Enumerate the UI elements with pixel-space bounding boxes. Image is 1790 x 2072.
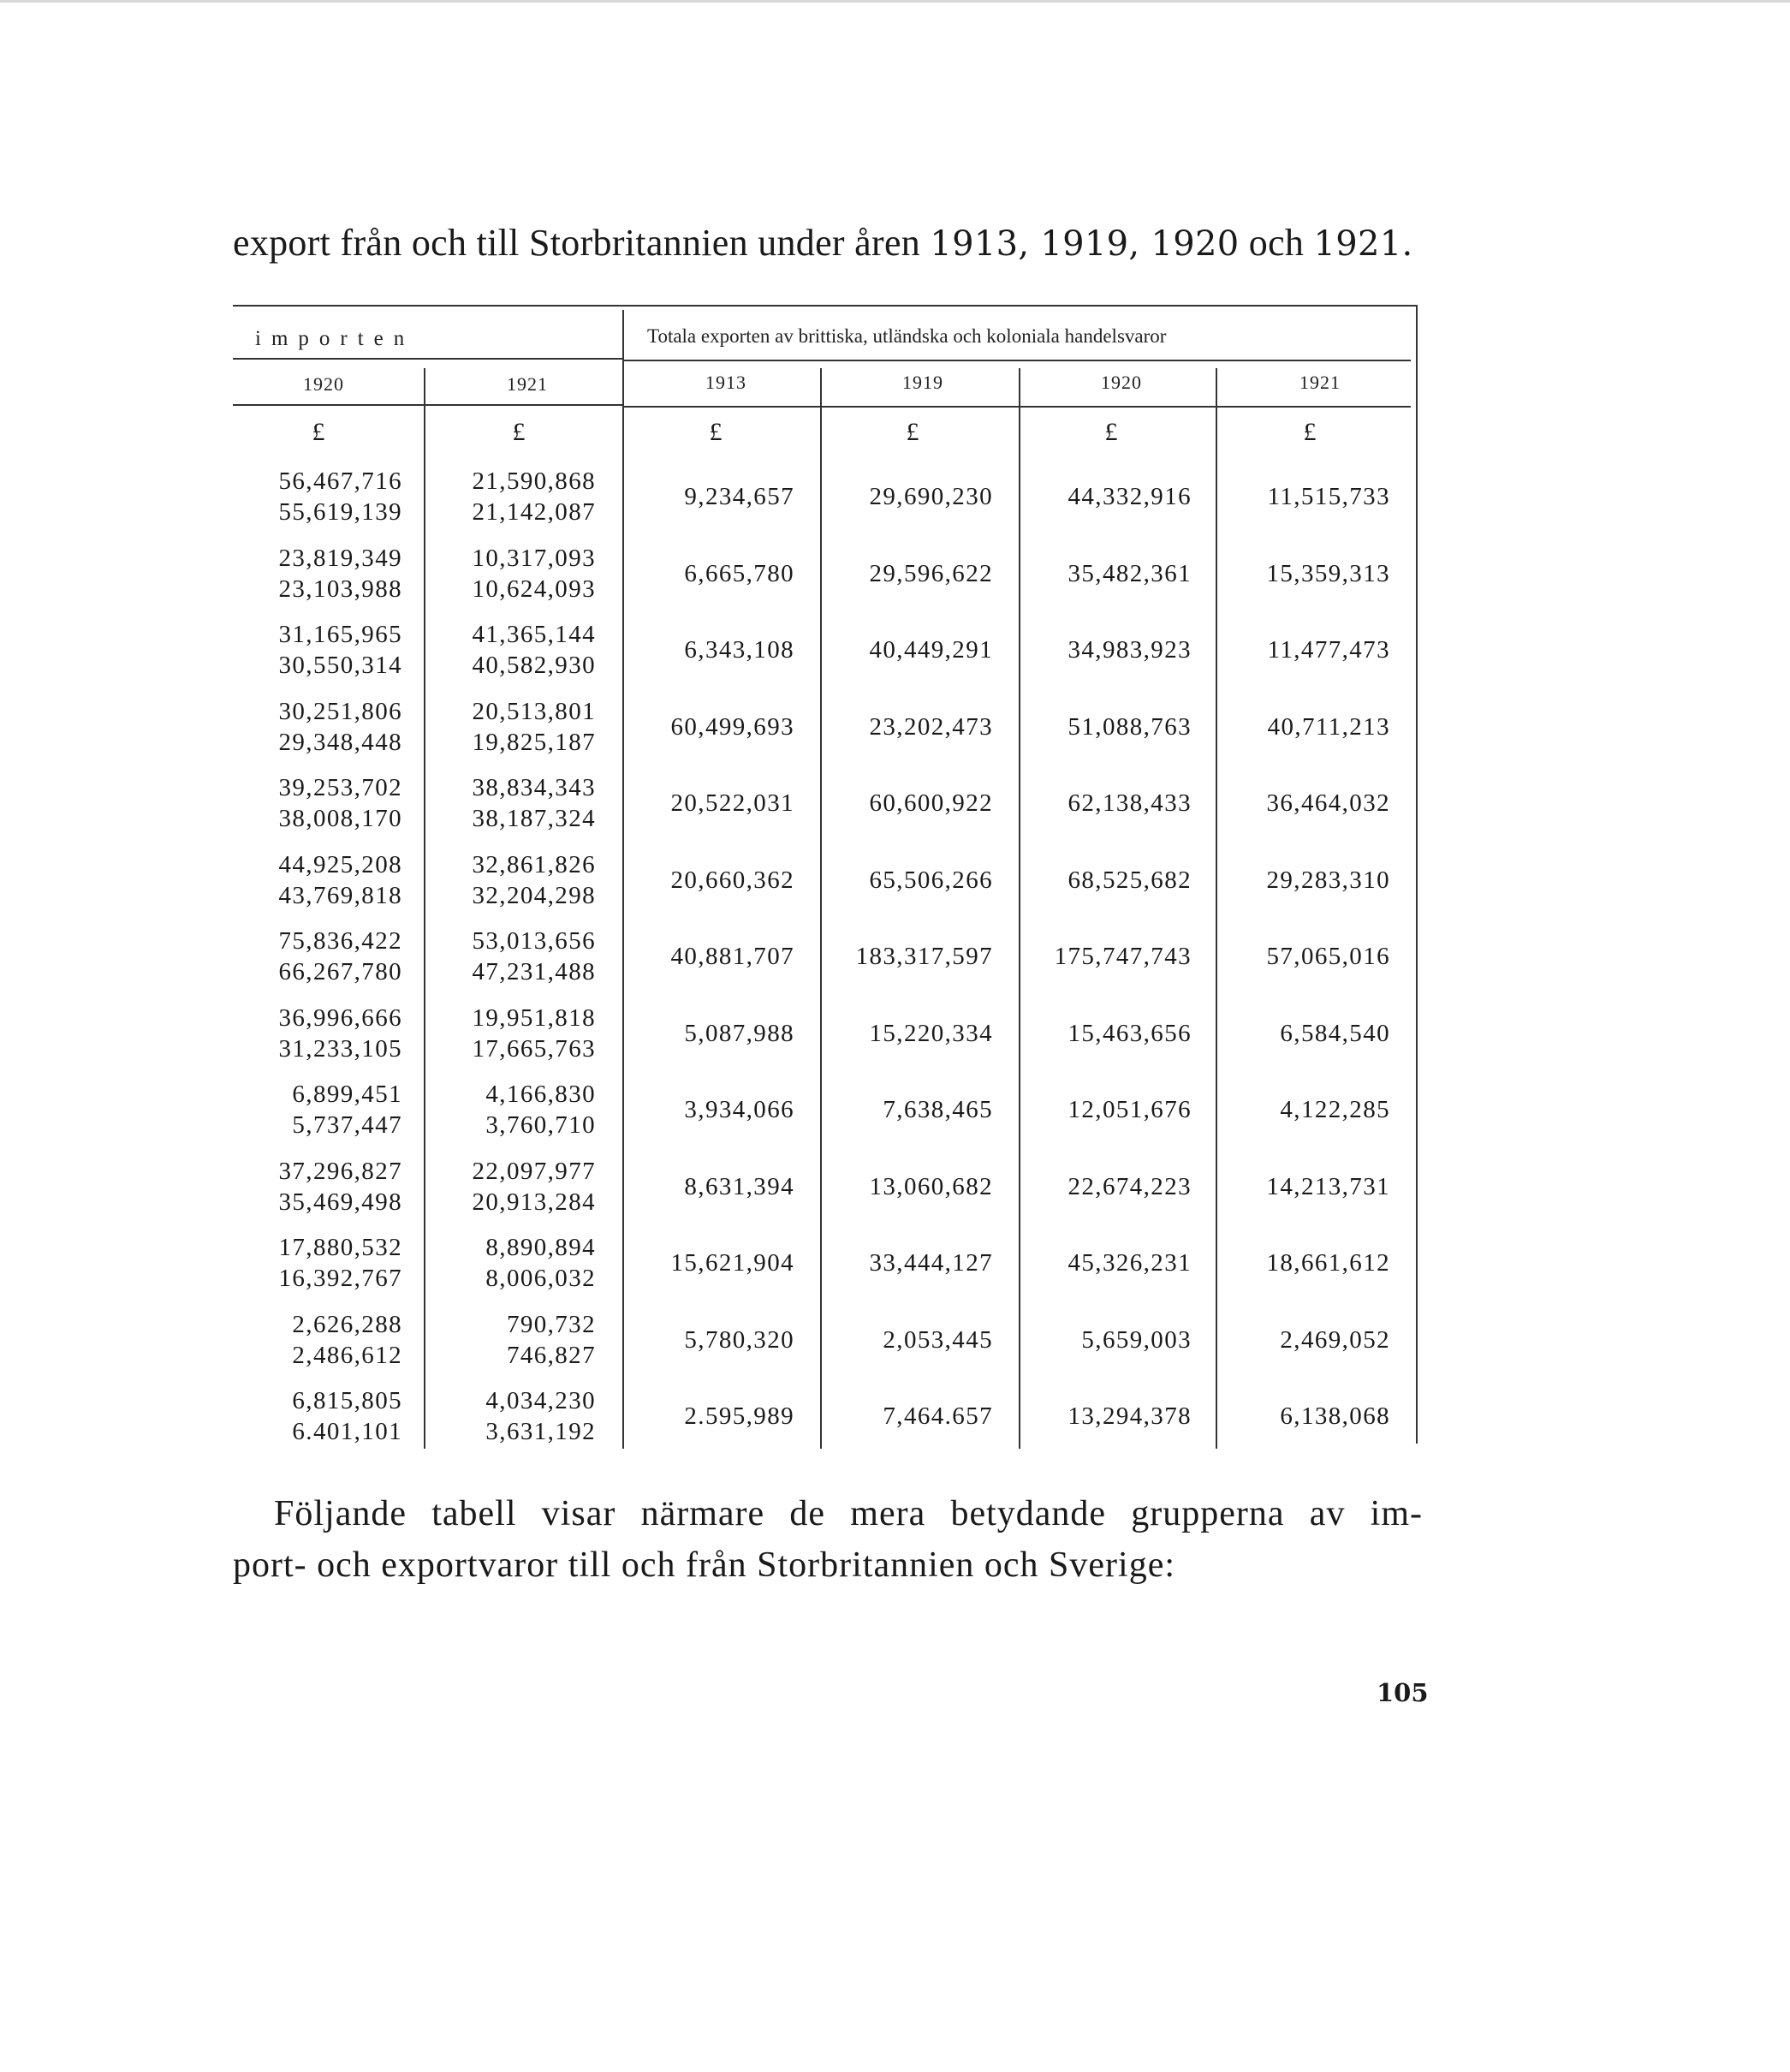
import-cell: 5,737,447 <box>292 1111 402 1139</box>
export-cell: 11,515,733 <box>1267 483 1390 510</box>
export-cell: 45,326,231 <box>1067 1249 1192 1277</box>
export-cell: 33,444,127 <box>869 1249 993 1277</box>
currency-import-1921: £ <box>512 418 526 446</box>
table-top-rule <box>233 305 1416 307</box>
import-cell: 56,467,716 <box>278 467 402 495</box>
export-cell: 15,621,904 <box>670 1249 794 1277</box>
export-cell: 4,122,285 <box>1280 1096 1390 1123</box>
heading-years: 1913, 1919, 1920 <box>930 224 1240 264</box>
import-cell: 6.401,101 <box>292 1418 402 1445</box>
import-cell: 66,267,780 <box>278 958 402 985</box>
divider-export-1919-1920 <box>1019 368 1020 1449</box>
header-bottom-rule-left <box>233 404 623 406</box>
export-cell: 44,332,916 <box>1067 483 1192 510</box>
export-cell: 22,674,223 <box>1067 1173 1192 1200</box>
export-cell: 7,638,465 <box>883 1096 993 1123</box>
export-cell: 23,202,473 <box>869 713 993 741</box>
export-cell: 2.595,989 <box>684 1402 794 1430</box>
import-cell: 746,827 <box>506 1342 596 1369</box>
year-header-rule-right <box>623 360 1411 361</box>
import-cell: 23,103,988 <box>278 575 402 603</box>
export-cell: 183,317,597 <box>855 943 993 970</box>
export-cell: 6,138,068 <box>1280 1402 1390 1430</box>
export-cell: 68,525,682 <box>1067 866 1192 894</box>
export-cell: 40,711,213 <box>1267 713 1390 741</box>
import-cell: 39,253,702 <box>278 774 402 801</box>
import-cell: 38,834,343 <box>472 774 596 801</box>
export-cell: 60,499,693 <box>670 713 794 741</box>
export-year-1921: 1921 <box>1299 372 1341 393</box>
export-cell: 18,661,612 <box>1266 1249 1390 1277</box>
import-cell: 32,861,826 <box>472 851 596 878</box>
export-cell: 7,464.657 <box>883 1402 993 1430</box>
export-cell: 51,088,763 <box>1067 713 1192 741</box>
export-cell: 35,482,361 <box>1067 560 1192 587</box>
import-group-header: importen <box>255 327 415 350</box>
import-cell: 20,513,801 <box>472 698 596 725</box>
year-header-rule-left <box>233 358 623 360</box>
import-cell: 10,624,093 <box>472 575 596 603</box>
import-cell: 38,008,170 <box>278 805 402 832</box>
import-cell: 29,348,448 <box>278 729 402 756</box>
import-cell: 21,142,087 <box>472 498 596 526</box>
import-cell: 31,233,105 <box>278 1035 402 1063</box>
heading-year-last: 1921. <box>1313 224 1413 264</box>
import-cell: 2,626,288 <box>292 1311 402 1338</box>
export-cell: 3,934,066 <box>684 1096 794 1123</box>
import-cell: 30,251,806 <box>278 698 402 725</box>
import-year-1921: 1921 <box>507 373 548 395</box>
paragraph-line-2: port- och exportvaror till och från Storbritannien och Sverige: <box>233 1545 1176 1585</box>
import-cell: 3,631,192 <box>485 1418 596 1445</box>
import-cell: 4,034,230 <box>485 1387 596 1414</box>
export-cell: 13,294,378 <box>1067 1402 1192 1430</box>
heading-text-a: export från och till Storbritannien under åren <box>233 222 931 264</box>
export-cell: 40,881,707 <box>670 943 794 970</box>
header-bottom-rule-right <box>623 406 1411 408</box>
page-heading <box>233 221 1413 265</box>
heading-text-b: och <box>1239 222 1314 264</box>
divider-import-years <box>424 368 425 1449</box>
divider-import-export <box>622 310 624 1449</box>
import-cell: 17,880,532 <box>278 1234 402 1261</box>
export-cell: 57,065,016 <box>1266 943 1390 970</box>
import-cell: 10,317,093 <box>472 545 596 572</box>
import-cell: 4,166,830 <box>485 1081 596 1108</box>
export-cell: 8,631,394 <box>684 1173 794 1200</box>
export-cell: 29,690,230 <box>869 483 993 510</box>
export-group-header: Totala exporten av brittiska, utländska och koloniala handelsvaror <box>647 325 1167 347</box>
export-cell: 2,053,445 <box>883 1326 993 1354</box>
import-cell: 21,590,868 <box>472 467 596 495</box>
import-cell: 8,890,894 <box>485 1234 596 1261</box>
table-right-border <box>1416 305 1418 1444</box>
import-cell: 22,097,977 <box>472 1158 596 1185</box>
import-cell: 19,951,818 <box>472 1004 596 1032</box>
export-cell: 40,449,291 <box>869 636 993 664</box>
import-cell: 35,469,498 <box>278 1188 402 1216</box>
import-cell: 40,582,930 <box>472 652 596 679</box>
export-cell: 20,522,031 <box>670 789 794 817</box>
currency-export-1920: £ <box>1104 418 1118 446</box>
export-cell: 34,983,923 <box>1067 636 1192 664</box>
import-cell: 3,760,710 <box>485 1111 596 1139</box>
import-cell: 30,550,314 <box>278 652 402 679</box>
export-cell: 65,506,266 <box>869 866 993 894</box>
export-cell: 15,220,334 <box>869 1020 993 1047</box>
page-number: 105 <box>1377 1678 1429 1707</box>
export-cell: 29,596,622 <box>869 560 993 587</box>
import-cell: 44,925,208 <box>278 851 402 878</box>
export-cell: 36,464,032 <box>1266 789 1390 817</box>
import-cell: 32,204,298 <box>472 882 596 909</box>
currency-export-1921: £ <box>1303 418 1317 446</box>
export-cell: 15,463,656 <box>1067 1020 1192 1047</box>
export-cell: 12,051,676 <box>1067 1096 1192 1123</box>
import-cell: 19,825,187 <box>472 729 596 756</box>
export-cell: 6,665,780 <box>684 560 794 587</box>
import-cell: 31,165,965 <box>278 621 402 648</box>
import-cell: 41,365,144 <box>472 621 596 648</box>
import-cell: 17,665,763 <box>472 1035 596 1063</box>
export-cell: 5,780,320 <box>684 1326 794 1354</box>
export-cell: 60,600,922 <box>869 789 993 817</box>
currency-export-1919: £ <box>906 418 919 446</box>
import-cell: 6,899,451 <box>292 1081 402 1108</box>
import-cell: 43,769,818 <box>278 882 402 909</box>
export-cell: 15,359,313 <box>1266 560 1390 587</box>
import-cell: 36,996,666 <box>278 1004 402 1032</box>
export-cell: 2,469,052 <box>1280 1326 1390 1354</box>
import-cell: 53,013,656 <box>472 927 596 955</box>
body-paragraph <box>233 1488 1423 1591</box>
import-cell: 23,819,349 <box>278 545 402 572</box>
import-cell: 2,486,612 <box>292 1342 402 1369</box>
export-cell: 14,213,731 <box>1266 1173 1390 1200</box>
import-cell: 8,006,032 <box>485 1265 596 1292</box>
import-cell: 16,392,767 <box>278 1265 402 1292</box>
export-cell: 175,747,743 <box>1054 943 1192 970</box>
export-year-1919: 1919 <box>902 372 943 393</box>
divider-export-1920-1921 <box>1216 368 1217 1449</box>
export-cell: 9,234,657 <box>684 483 794 510</box>
export-cell: 6,343,108 <box>684 636 794 664</box>
import-cell: 790,732 <box>506 1311 596 1338</box>
export-year-1913: 1913 <box>705 372 746 393</box>
import-cell: 37,296,827 <box>278 1158 402 1185</box>
export-cell: 13,060,682 <box>869 1173 993 1200</box>
export-cell: 11,477,473 <box>1267 636 1390 664</box>
import-cell: 55,619,139 <box>278 498 402 526</box>
export-cell: 20,660,362 <box>670 866 794 894</box>
export-cell: 29,283,310 <box>1266 866 1390 894</box>
currency-export-1913: £ <box>709 418 723 446</box>
import-cell: 6,815,805 <box>292 1387 402 1414</box>
export-cell: 5,659,003 <box>1081 1326 1192 1354</box>
import-cell: 20,913,284 <box>472 1188 596 1216</box>
currency-import-1920: £ <box>312 418 325 446</box>
export-year-1920: 1920 <box>1101 372 1142 393</box>
import-cell: 38,187,324 <box>472 805 596 832</box>
import-cell: 75,836,422 <box>278 927 402 955</box>
scan-top-edge <box>0 0 1790 3</box>
export-cell: 5,087,988 <box>684 1020 794 1047</box>
divider-export-1913-1919 <box>820 368 822 1449</box>
paragraph-line-1: Följande tabell visar närmare de mera betydande grupperna av im- <box>274 1494 1423 1533</box>
import-year-1920: 1920 <box>303 373 344 395</box>
import-cell: 47,231,488 <box>472 958 596 985</box>
export-cell: 6,584,540 <box>1280 1020 1390 1047</box>
export-cell: 62,138,433 <box>1067 789 1192 817</box>
